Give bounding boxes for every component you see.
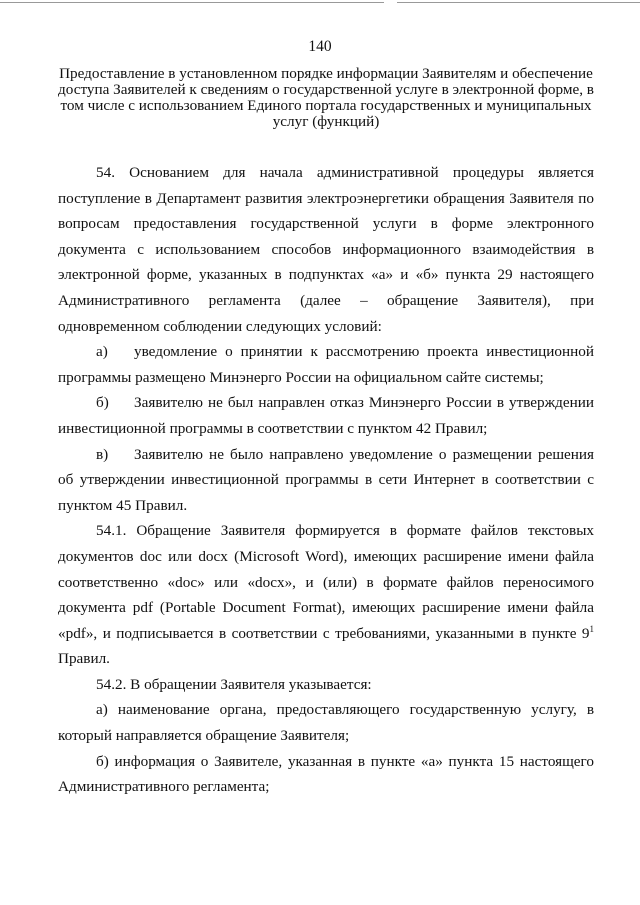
list-item-v-text: Заявителю не было направлено уведомление о размещении решения об утверждении инвестиционной программы в сети Интернет в соответствии с пунктом 45 Правил.	[58, 445, 594, 514]
footnote-superscript: 1	[589, 623, 594, 634]
paragraph-54-2: 54.2. В обращении Заявителя указывается:	[96, 675, 372, 693]
document-body	[58, 160, 594, 800]
list-item-a-text: уведомление о принятии к рассмотрению проекта инвестиционной программы размещено Минэнерго России на официальном сайте системы;	[58, 343, 594, 386]
list-item-v	[58, 442, 594, 519]
scan-edge-line	[0, 2, 640, 3]
section-heading: Предоставление в установленном порядке информации Заявителям и обеспечение доступа Заявителей к сведениям о государственной услуге в электронной форме, в том числе с использованием Единого портала государственных и муниципальных услуг (функций)	[58, 65, 594, 130]
list-marker-v: в)	[96, 445, 109, 463]
paragraph-54-1-main: 54.1. Обращение Заявителя формируется в формате файлов текстовых документов doc или docx (Microsoft Word), имеющих расширение имени файла соответственно «doc» или «docx», и (или) в формате файлов переносимого документа pdf (Portable Document Format), имеющих расширение имени файла «pdf», и подписывается в соответствии с требованиями, указанными в пункте 9	[58, 522, 594, 642]
list-marker-a: а)	[96, 343, 108, 361]
list-item-b	[58, 390, 594, 441]
paragraph-54-2-b: б) информация о Заявителе, указанная в пункте «а» пункта 15 настоящего Административного регламента;	[58, 752, 594, 796]
paragraph-54-1	[58, 518, 594, 672]
list-item-a	[58, 339, 594, 390]
paragraph-54: 54. Основанием для начала административной процедуры является поступление в Департамент развития электроэнергетики обращения Заявителя по вопросам предоставления государственной услуги в форме электронного документа с использованием способов информационного взаимодействия в электронной форме, указанных в подпунктах «а» и «б» пункта 29 настоящего Административного регламента (далее – обращение Заявителя), при одновременном соблюдении следующих условий:	[58, 164, 594, 335]
list-marker-b: б)	[96, 394, 109, 412]
paragraph-54-2-a: а) наименование органа, предоставляющего государственную услугу, в который направляется обращение Заявителя;	[58, 701, 594, 745]
list-item-b-text: Заявителю не был направлен отказ Минэнерго России в утверждении инвестиционной программы в соответствии с пунктом 42 Правил;	[58, 394, 594, 437]
page-number: 140	[308, 38, 332, 55]
paragraph-54-1-end: Правил.	[58, 650, 110, 668]
